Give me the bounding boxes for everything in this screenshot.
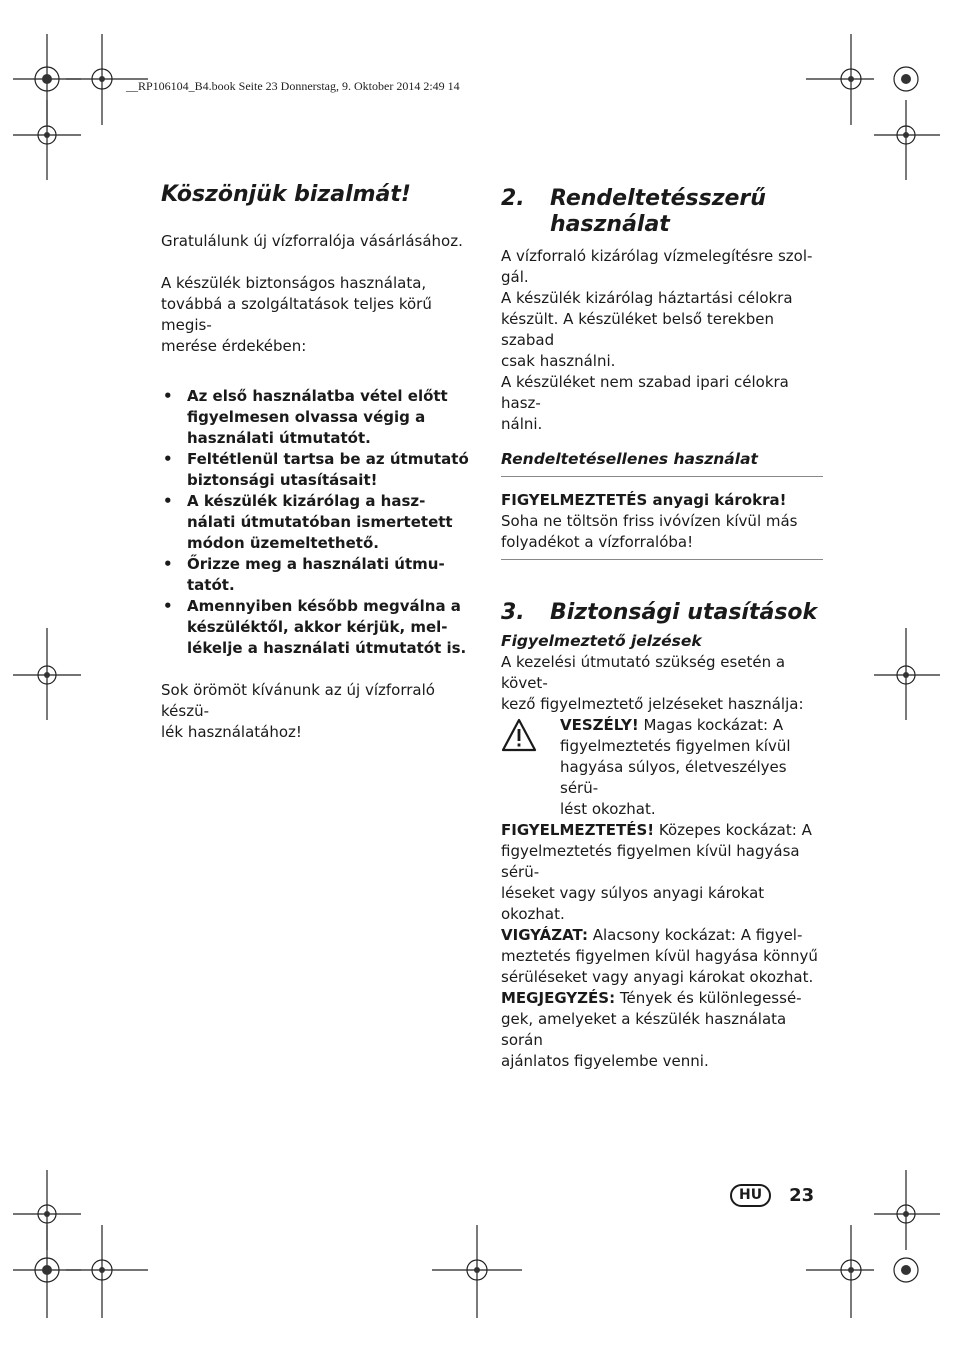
warning-label: FIGYELMEZTETÉS anyagi károkra!	[501, 491, 787, 509]
danger-label: VESZÉLY!	[560, 716, 639, 734]
note-label: MEGJEGYZÉS:	[501, 989, 616, 1007]
left-column	[161, 182, 483, 743]
warning-block: FIGYELMEZTETÉS! Közepes kockázat: A figyelmeztetés figyelmen kívül hagyása sérü- léseket vagy súlyos anyagi károkat okozhat.	[501, 821, 812, 923]
warning-signal-label: FIGYELMEZTETÉS!	[501, 821, 655, 839]
note-block: MEGJEGYZÉS: Tények és különlegessé- gek, amelyeket a készülék használata során ajánlatos figyelembe venni.	[501, 989, 802, 1070]
closing-paragraph: Sok örömöt kívánunk az új vízforraló készü- lék használatához!	[161, 681, 435, 741]
material-damage-warning	[501, 476, 823, 560]
section-3-title: 3. Biztonsági utasítások	[501, 600, 818, 625]
danger-block: VESZÉLY! Magas kockázat: A figyelmeztetés figyelmen kívül hagyása súlyos, életveszélyes sérü- lést okozhat.	[501, 715, 823, 820]
page-footer	[730, 1184, 814, 1207]
caution-label: VIGYÁZAT:	[501, 926, 588, 944]
instruction-list	[161, 386, 483, 659]
list-item: • Őrizze meg a használati útmu- tatót.	[163, 555, 445, 594]
thanks-title: Köszönjük bizalmát!	[161, 182, 411, 207]
list-item: • A készülék kizárólag a hasz- nálati útmutatóban ismertetett módon üzemeltethető.	[163, 492, 453, 552]
page-number: 23	[789, 1185, 815, 1206]
caution-block: VIGYÁZAT: Alacsony kockázat: A figyel- meztetés figyelmen kívül hagyása könnyű sérüléseket vagy anyagi károkat okozhat.	[501, 926, 818, 986]
intro-paragraph: A készülék biztonságos használata, továbbá a szolgáltatások teljes körű megis- merése érdekében:	[161, 274, 432, 355]
signal-words-subheading: Figyelmeztető jelzések	[501, 632, 702, 650]
language-badge: HU	[730, 1184, 771, 1207]
print-info: __RP106104_B4.book Seite 23 Donnerstag, 9. Oktober 2014 2:49 14	[126, 79, 460, 93]
list-item: • Az első használatba vétel előtt figyelmesen olvassa végig a használati útmutatót.	[163, 387, 448, 447]
list-item: • Feltétlenül tartsa be az útmutató biztonsági utasításait!	[163, 450, 469, 489]
section-2-body: A vízforraló kizárólag vízmelegítésre szol- gál. A készülék kizárólag háztartási célokra készült. A készüléket belső terekben szabad csak használni. A készüléket nem szabad ipari célokra hasz- nálni.	[501, 247, 813, 433]
right-column	[501, 186, 823, 1072]
warning-text: Soha ne töltsön friss ivóvízen kívül más folyadékot a vízforralóba!	[501, 512, 798, 551]
section-3-intro: A kezelési útmutató szükség esetén a követ- kező figyelmeztető jelzéseket használja:	[501, 653, 804, 713]
list-item: • Amennyiben később megválna a készüléktől, akkor kérjük, mel- lékelje a használati útmutatót is.	[163, 597, 467, 657]
misuse-subheading: Rendeltetésellenes használat	[501, 450, 758, 468]
warning-triangle-icon	[501, 715, 560, 820]
section-2-title: 2. Rendeltetésszerű használat	[501, 186, 766, 237]
intro-congrats: Gratulálunk új vízforralója vásárlásához.	[161, 232, 463, 250]
